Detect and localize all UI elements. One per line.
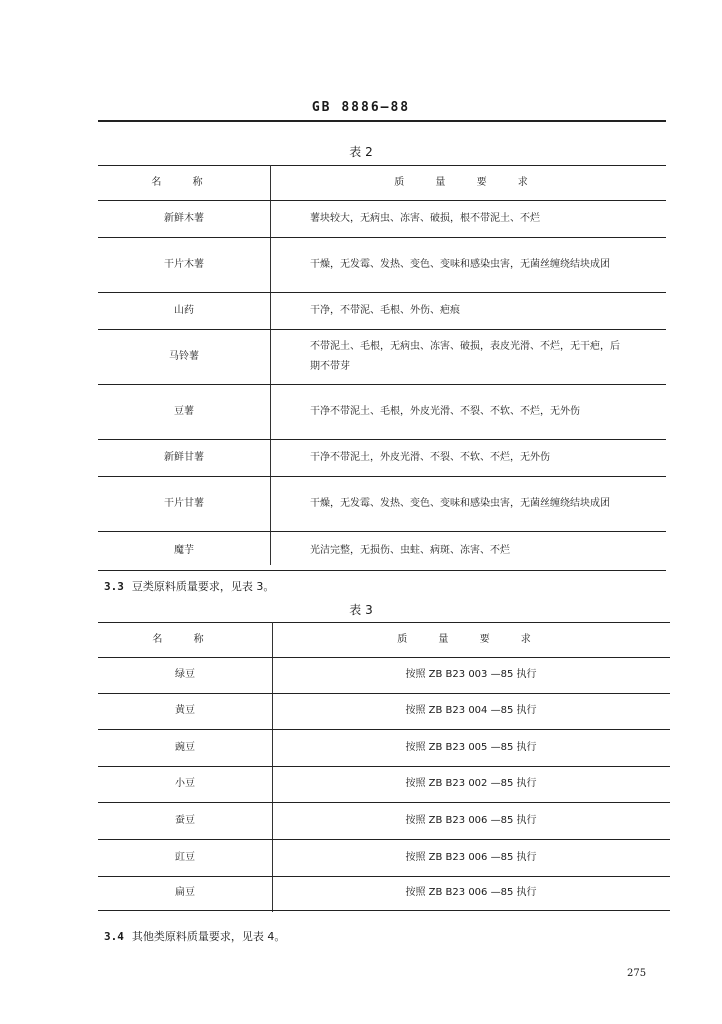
table2-row-requirement: 干净不带泥土、毛根，外皮光滑、不裂、不软、不烂，无外伤 [310, 405, 580, 417]
section-3-4 [104, 928, 285, 944]
table3-row-requirement: 按照 ZB B23 006 —85 执行 [405, 814, 537, 826]
table-2-column-divider [270, 165, 271, 565]
table2-row-name: 豆薯 [174, 405, 194, 417]
table2-row-name: 马铃薯 [169, 350, 199, 362]
section-3-4-text: 其他类原料质量要求，见表 4。 [131, 930, 286, 943]
table2-row-requirement: 薯块较大，无病虫、冻害、破损，根不带泥土、不烂 [310, 212, 540, 224]
table2-row-requirement: 干净，不带泥、毛根、外伤、疤痕 [310, 304, 460, 316]
table2-row-name: 魔芋 [174, 544, 194, 556]
table3-row-name: 蚕豆 [175, 814, 195, 826]
standard-number: GB 8886—88 [311, 100, 411, 115]
table-2-caption: 表 2 [349, 145, 373, 159]
table3-bottom-rule [98, 910, 670, 911]
table-3-caption: 表 3 [349, 603, 373, 617]
table2-row-name: 干片木薯 [164, 258, 204, 270]
table3-row-requirement: 按照 ZB B23 002 —85 执行 [405, 778, 537, 789]
table2-row-requirement: 干燥，无发霉、发热、变色、变味和感染虫害，无菌丝缠绕结块成团 [310, 258, 610, 270]
table3-row-requirement: 按照 ZB B23 005 —85 执行 [405, 741, 537, 753]
table2-bottom-rule [98, 570, 666, 571]
table2-row-requirement: 光洁完整，无损伤、虫蛀、病斑、冻害、不烂 [310, 544, 510, 556]
section-3-3-text: 豆类原料质量要求，见表 3。 [131, 580, 275, 593]
table3-row-requirement: 按照 ZB B23 006 —85 执行 [405, 887, 537, 898]
table-2-header-name: 名 称 [151, 176, 217, 188]
table2-row-name: 新鲜甘薯 [164, 451, 204, 463]
header-rule [98, 120, 666, 122]
table3-row-name: 小豆 [175, 778, 195, 789]
table-2-header-requirement: 质 量 要 求 [394, 176, 542, 188]
table3-row-requirement: 按照 ZB B23 006 —85 执行 [405, 851, 537, 863]
section-3-4-number: 3.4 [104, 930, 124, 943]
section-3-3-number: 3.3 [104, 580, 124, 593]
table3-row-name: 豇豆 [175, 851, 195, 863]
table-3-header-name: 名 称 [152, 633, 218, 645]
table3-row-name: 绿豆 [175, 669, 195, 680]
table2-row-requirement: 干净不带泥土，外皮光滑、不裂、不软、不烂，无外伤 [310, 451, 550, 463]
table3-row-name: 豌豆 [175, 741, 195, 753]
table2-row-name: 干片甘薯 [164, 497, 204, 509]
table3-row-requirement: 按照 ZB B23 004 —85 执行 [405, 705, 537, 716]
page-number: 275 [627, 968, 647, 979]
section-3-3 [104, 578, 274, 594]
table2-row-name: 山药 [174, 304, 194, 316]
table2-row-requirement: 不带泥土、毛根，无病虫、冻害、破损，表皮光滑、不烂，无干疤，后期不带芽 [310, 340, 620, 372]
table3-row-name: 扁豆 [175, 887, 195, 898]
table-3-header-requirement: 质 量 要 求 [397, 633, 545, 645]
table2-row-requirement: 干燥，无发霉、发热、变色、变味和感染虫害，无菌丝缠绕结块成团 [310, 497, 610, 509]
table3-row-name: 黄豆 [175, 705, 195, 716]
table3-row-requirement: 按照 ZB B23 003 —85 执行 [405, 669, 537, 680]
table2-row-name: 新鲜木薯 [164, 212, 204, 224]
